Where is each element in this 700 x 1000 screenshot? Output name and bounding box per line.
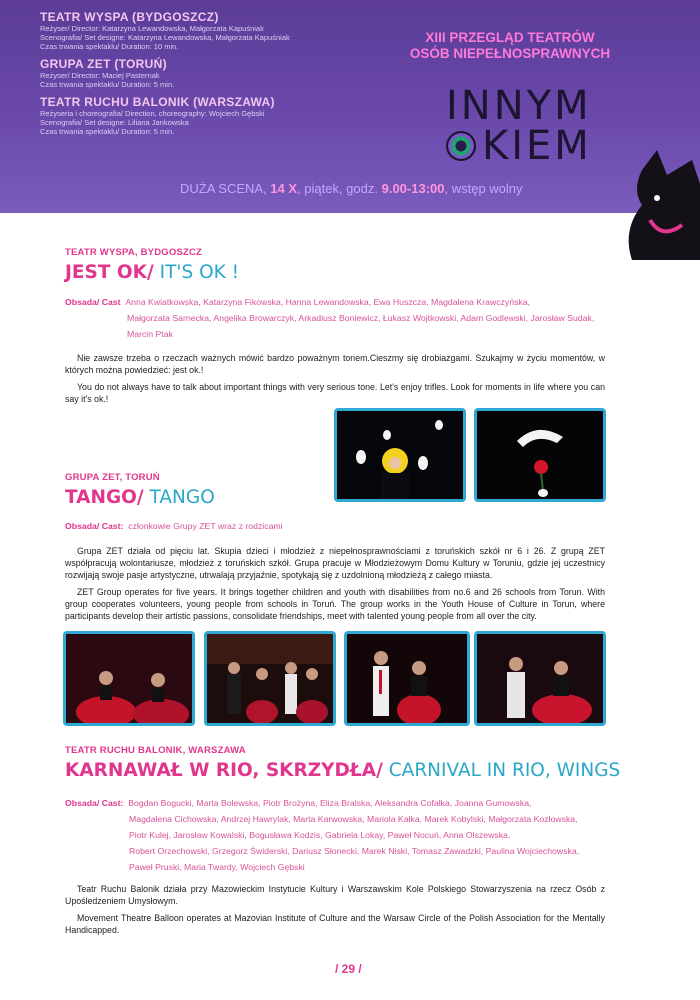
logo-line1: INNYM: [446, 83, 592, 129]
eye-icon: [446, 131, 476, 161]
credit-line: Reżyser/ Director: Katarzyna Lewandowska, Małgorzata Kapuśniak: [40, 24, 264, 33]
cast-line: Robert Orzechowski, Grzegorz Świderski, Dariusz Słonecki, Marek Niski, Tomasz Zawadzki, Paulina Wojciechowska,: [129, 846, 580, 856]
paragraph-pl: Nie zawsze trzeba o rzeczach ważnych mówić bardzo poważnym tonem.Cieszmy się drobiazgami. Szukajmy w życiu momentów, w których można powiedzieć: jest ok.!: [65, 353, 605, 375]
paragraph-en: You do not always have to talk about important things with very serious tone. Let's enjoy trifles. Look for moments in life where you can say it's ok.!: [65, 382, 605, 404]
photo-tango-3: [344, 631, 470, 726]
section-label: TEATR WYSPA, BYDGOSZCZ: [65, 247, 203, 258]
schedule-admission: , wstęp wolny: [444, 181, 523, 196]
festival-title: [380, 30, 640, 62]
credit-line: Scenografia/ Set designe: Liliana Jankowska: [40, 118, 189, 127]
credit-line: Scenografia/ Set designe: Katarzyna Lewandowska, Małgorzata Kapuśniak: [40, 33, 290, 42]
header-banner: [0, 0, 700, 213]
section-title: [65, 262, 239, 283]
paragraph-pl: Grupa ZET działa od pięciu lat. Skupia dzieci i młodzież z niepełnosprawnościami z toruńskich szkół nr 6 i 26. Z grupą ZET współpracują wolontariusze, młodzież z toruńskich szkół. Grupa pracuje w Młodzieżowym Domu Kultury w Toruniu, gdzie jej uczestnicy rozwijają swoje pasje artystyczne, utrwalają przyjaźnie, spotykają się z uzdolnioną młodzieżą z całego miasta.: [65, 546, 605, 580]
cast-line: Anna Kwiatkowska, Katarzyna Fikowska, Hanna Lewandowska, Ewa Huszcza, Magdalena Krawczyńska,: [125, 297, 531, 307]
title-pl: TANGO/: [65, 487, 144, 508]
cast-label: Obsada/ Cast:: [65, 798, 124, 808]
cast-list: [65, 294, 610, 342]
schedule-day: , piątek, godz.: [297, 181, 382, 196]
innym-okiem-logo: [446, 83, 616, 169]
cast-line: członkowie Grupy ZET wraz z rodzicami: [128, 521, 283, 531]
festival-title-line2: OSÓB NIEPEŁNOSPRAWNYCH: [409, 46, 611, 61]
title-en: IT'S OK !: [153, 262, 240, 283]
troupe-credit-wyspa: [40, 10, 370, 51]
cast-line: Bogdan Bogucki, Marta Bolewska, Piotr Brożyna, Eliza Bralska, Aleksandra Cofałka, Joanna Gumowska,: [128, 798, 532, 808]
section-label: GRUPA ZET, TORUŃ: [65, 472, 160, 483]
title-en: TANGO: [143, 487, 215, 508]
troupe-name: TEATR WYSPA (BYDGOSZCZ): [40, 10, 219, 24]
section-description: [65, 883, 605, 941]
credit-line: Czas trwania spektaklu/ Duration: 5 min.: [40, 80, 175, 89]
schedule-date: 14 X: [270, 181, 298, 196]
cat-silhouette-icon: [612, 150, 700, 260]
festival-title-line1: XIII PRZEGLĄD TEATRÓW: [425, 30, 595, 45]
cast-line: Magdalena Cichowska, Andrzej Hawrylak, Marta Karwowska, Mariola Kałka, Marek Kobylski, Małgorzata Kozłowska,: [129, 814, 578, 824]
schedule-line: [180, 181, 523, 196]
photo-mime-gloves: [334, 408, 466, 502]
paragraph-pl: Teatr Ruchu Balonik działa przy Mazowieckim Instytucie Kultury i Warszawskim Kole Polskiego Stowarzyszenia na rzecz Osób z Upośledzeniem Umysłowym.: [65, 884, 605, 906]
schedule-venue: DUŻA SCENA,: [180, 181, 271, 196]
title-pl: KARNAWAŁ W RIO, SKRZYDŁA/: [65, 760, 383, 781]
photo-tango-2: [204, 631, 336, 726]
credit-line: Reżyseria i choreografia/ Direction, choreography: Wojciech Gębski: [40, 109, 265, 118]
page-number: / 29 /: [335, 962, 362, 976]
logo-line2: KIEM: [482, 123, 592, 169]
troupe-credits: [40, 10, 370, 142]
cast-label: Obsada/ Cast:: [65, 521, 124, 531]
cast-line: Piotr Kulej, Jarosław Kowalski, Bogusława Kodzis, Gabriela Lokay, Paweł Nocuń, Anna Olszewska,: [129, 830, 511, 840]
cast-line: Małgorzata Sarnecka, Angelika Browarczyk, Arkadiusz Boniewicz, Łukasz Wojtkowski, Adam Godlewski, Jarosław Sudak,: [127, 313, 595, 323]
cast-line: Paweł Pruski, Maria Twardy, Wojciech Gębski: [129, 862, 305, 872]
troupe-name: GRUPA ZET (TORUŃ): [40, 57, 167, 71]
credit-line: Reżyser/ Director: Maciej Pasternak: [40, 71, 160, 80]
photo-tango-4: [474, 631, 606, 726]
cast-list: [65, 795, 610, 875]
paragraph-en: ZET Group operates for five years. It brings together children and youth with disabilities from no.6 and 26 schools from Torun. With group cooperates volunteers, young people from schools in Toruń. The group works in the Youth House of Culture in Torun, where participants develop their artistic passions, consolidate friendships, meet with talented young people from all over the city.: [65, 587, 605, 621]
section-description: [65, 352, 605, 410]
cast-list: [65, 518, 610, 534]
photo-rose-hand: [474, 408, 606, 502]
troupe-name: TEATR RUCHU BALONIK (WARSZAWA): [40, 95, 275, 109]
section-description: [65, 545, 605, 627]
paragraph-en: Movement Theatre Balloon operates at Mazovian Institute of Culture and the Warsaw Circle of the Polish Association for the Mentally Handicapped.: [65, 913, 605, 935]
title-pl: JEST OK/: [65, 262, 154, 283]
section-label: TEATR RUCHU BALONIK, WARSZAWA: [65, 745, 246, 756]
section-title: [65, 760, 620, 781]
title-en: CARNIVAL IN RIO, WINGS: [382, 760, 621, 781]
troupe-credit-balonik: [40, 95, 370, 136]
credit-line: Czas trwania spektaklu/ Duration: 5 min.: [40, 127, 175, 136]
troupe-credit-zet: [40, 57, 370, 89]
cast-label: Obsada/ Cast: [65, 297, 121, 307]
cast-line: Marcin Ptak: [127, 329, 173, 339]
photo-tango-1: [63, 631, 195, 726]
credit-line: Czas trwania spektaklu/ Duration: 10 min.: [40, 42, 179, 51]
schedule-time: 9.00-13:00: [381, 181, 445, 196]
section-title: [65, 487, 215, 508]
